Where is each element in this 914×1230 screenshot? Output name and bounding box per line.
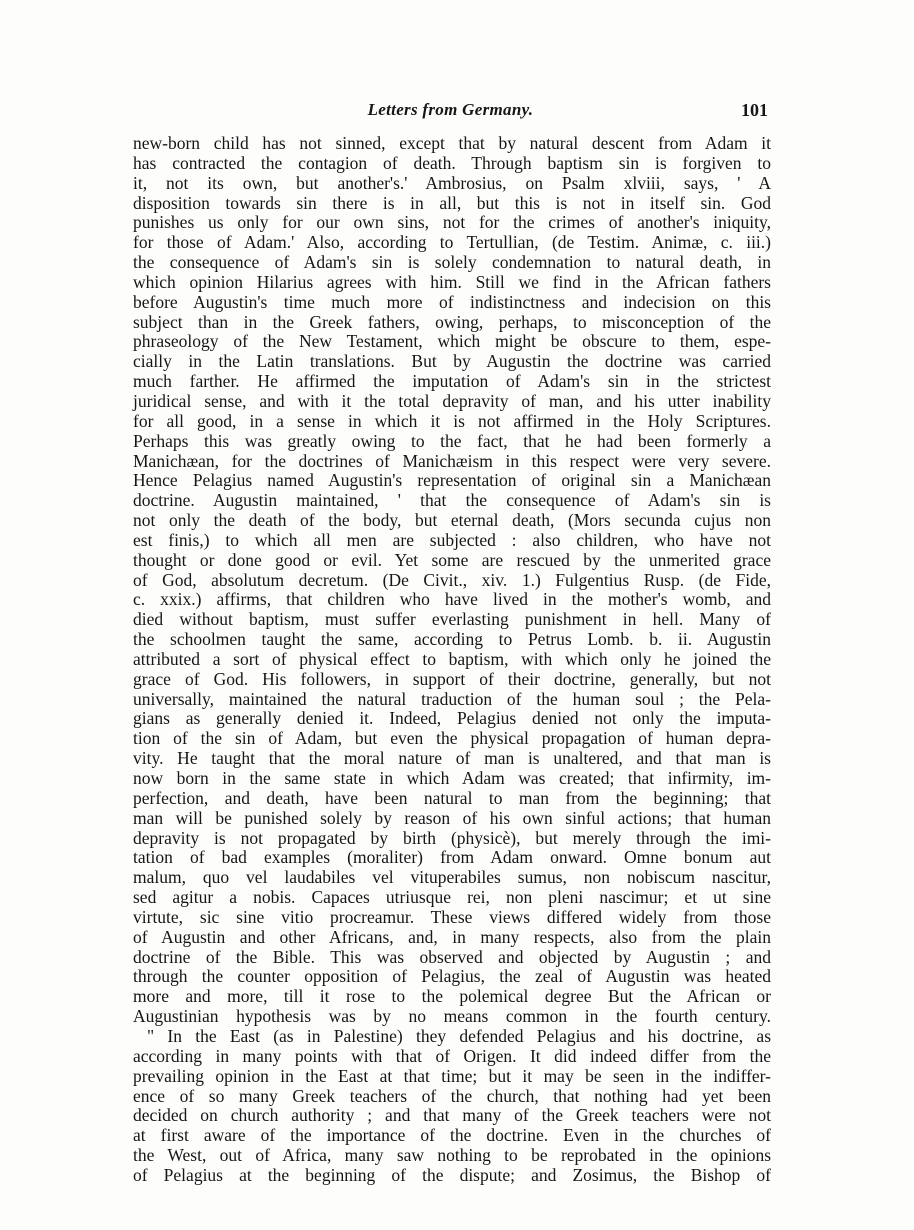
- paragraph-1: [133, 134, 771, 1027]
- text-line: prevailing opinion in the East at that time; but it may be seen in the indiffer-: [133, 1065, 771, 1086]
- body-text: [133, 134, 771, 1186]
- text-line: Perhaps this was greatly owing to the fact, that he had been formerly a: [133, 430, 771, 451]
- text-line: tation of bad examples (moraliter) from Adam onward. Omne bonum aut: [133, 847, 771, 868]
- text-line: the West, out of Africa, many saw nothing to be reprobated in the opinions: [133, 1145, 771, 1166]
- text-line: est finis,) to which all men are subjected : also children, who have not: [133, 529, 771, 550]
- text-line: depravity is not propagated by birth (physicè), but merely through the imi-: [133, 827, 771, 848]
- text-line: not only the death of the body, but eternal death, (Mors secunda cujus non: [133, 510, 771, 531]
- text-line: Hence Pelagius named Augustin's representation of original sin a Manichæan: [133, 470, 771, 491]
- text-line: Manichæan, for the doctrines of Manichæism in this respect were very severe.: [133, 450, 771, 471]
- text-line: according in many points with that of Origen. It did indeed differ from the: [133, 1045, 771, 1066]
- text-line: malum, quo vel laudabiles vel vituperabiles sumus, non nobiscum nascitur,: [133, 867, 771, 888]
- paragraph-2: [133, 1027, 771, 1186]
- text-line: thought or done good or evil. Yet some are rescued by the unmerited grace: [133, 549, 771, 570]
- text-line: it, not its own, but another's.' Ambrosius, on Psalm xlviii, says, ' A: [133, 172, 771, 193]
- text-line: " In the East (as in Palestine) they defended Pelagius and his doctrine, as: [147, 1025, 771, 1046]
- text-line: at first aware of the importance of the doctrine. Even in the churches of: [133, 1125, 771, 1146]
- text-line: before Augustin's time much more of indistinctness and indecision on this: [133, 291, 771, 312]
- text-line: grace of God. His followers, in support of their doctrine, generally, but not: [133, 668, 771, 689]
- text-line: tion of the sin of Adam, but even the physical propagation of human depra-: [133, 728, 771, 749]
- text-line: juridical sense, and with it the total depravity of man, and his utter inability: [133, 390, 771, 411]
- text-line: ence of so many Greek teachers of the church, that nothing had yet been: [133, 1085, 771, 1106]
- text-line: now born in the same state in which Adam was created; that infirmity, im-: [133, 768, 771, 788]
- text-line: more and more, till it rose to the polemical degree But the African or: [133, 986, 771, 1007]
- text-line: Augustinian hypothesis was by no means common in the fourth century.: [133, 1006, 771, 1027]
- text-line: of Augustin and other Africans, and, in many respects, also from the plain: [133, 926, 771, 947]
- text-line: of Pelagius at the beginning of the dispute; and Zosimus, the Bishop of: [133, 1164, 771, 1185]
- text-line: for those of Adam.' Also, according to Tertullian, (de Testim. Animæ, c. iii.): [133, 232, 771, 253]
- text-line: died without baptism, must suffer everlasting punishment in hell. Many of: [133, 609, 771, 630]
- text-line: through the counter opposition of Pelagius, the zeal of Augustin was heated: [133, 966, 771, 987]
- page-header: [133, 100, 768, 126]
- text-line: subject than in the Greek fathers, owing, perhaps, to misconception of the: [133, 311, 771, 332]
- text-line: virtute, sic sine vitio procreamur. These views differed widely from those: [133, 906, 771, 927]
- text-line: doctrine of the Bible. This was observed and objected by Augustin ; and: [133, 946, 771, 967]
- text-line: cially in the Latin translations. But by Augustin the doctrine was carried: [133, 351, 771, 372]
- text-line: punishes us only for our own sins, not for the crimes of another's iniquity,: [133, 212, 771, 233]
- text-line: phraseology of the New Testament, which might be obscure to them, espe-: [133, 331, 771, 352]
- text-line: c. xxix.) affirms, that children who have lived in the mother's womb, and: [133, 589, 771, 610]
- text-line: has contracted the contagion of death. Through baptism sin is forgiven to: [133, 152, 771, 173]
- text-line: decided on church authority ; and that many of the Greek teachers were not: [133, 1105, 771, 1126]
- page-number: 101: [741, 100, 768, 120]
- text-line: of God, absolutum decretum. (De Civit., xiv. 1.) Fulgentius Rusp. (de Fide,: [133, 569, 771, 590]
- text-line: perfection, and death, have been natural to man from the beginning; that: [133, 787, 771, 808]
- text-line: gians as generally denied it. Indeed, Pelagius denied not only the imputa-: [133, 708, 771, 729]
- text-line: universally, maintained the natural traduction of the human soul ; the Pela-: [133, 688, 771, 709]
- text-line: much farther. He affirmed the imputation of Adam's sin in the strictest: [133, 371, 771, 392]
- text-line: the schoolmen taught the same, according to Petrus Lomb. b. ii. Augustin: [133, 629, 771, 650]
- text-line: which opinion Hilarius agrees with him. Still we find in the African fathers: [133, 271, 771, 292]
- text-line: the consequence of Adam's sin is solely condemnation to natural death, in: [133, 252, 771, 273]
- text-line: sed agitur a nobis. Capaces utriusque rei, non pleni nascimur; et ut sine: [133, 887, 771, 908]
- text-line: doctrine. Augustin maintained, ' that the consequence of Adam's sin is: [133, 490, 771, 511]
- text-line: for all good, in a sense in which it is not affirmed in the Holy Scriptures.: [133, 410, 771, 431]
- text-line: attributed a sort of physical effect to baptism, with which only he joined the: [133, 648, 771, 669]
- text-line: disposition towards sin there is in all, but this is not in itself sin. God: [133, 192, 771, 213]
- text-line: man will be punished solely by reason of his own sinful actions; that human: [133, 807, 771, 828]
- text-line: new-born child has not sinned, except that by natural descent from Adam it: [133, 133, 771, 153]
- running-title: Letters from Germany.: [367, 100, 534, 119]
- text-line: vity. He taught that the moral nature of man is unaltered, and that man is: [133, 748, 771, 769]
